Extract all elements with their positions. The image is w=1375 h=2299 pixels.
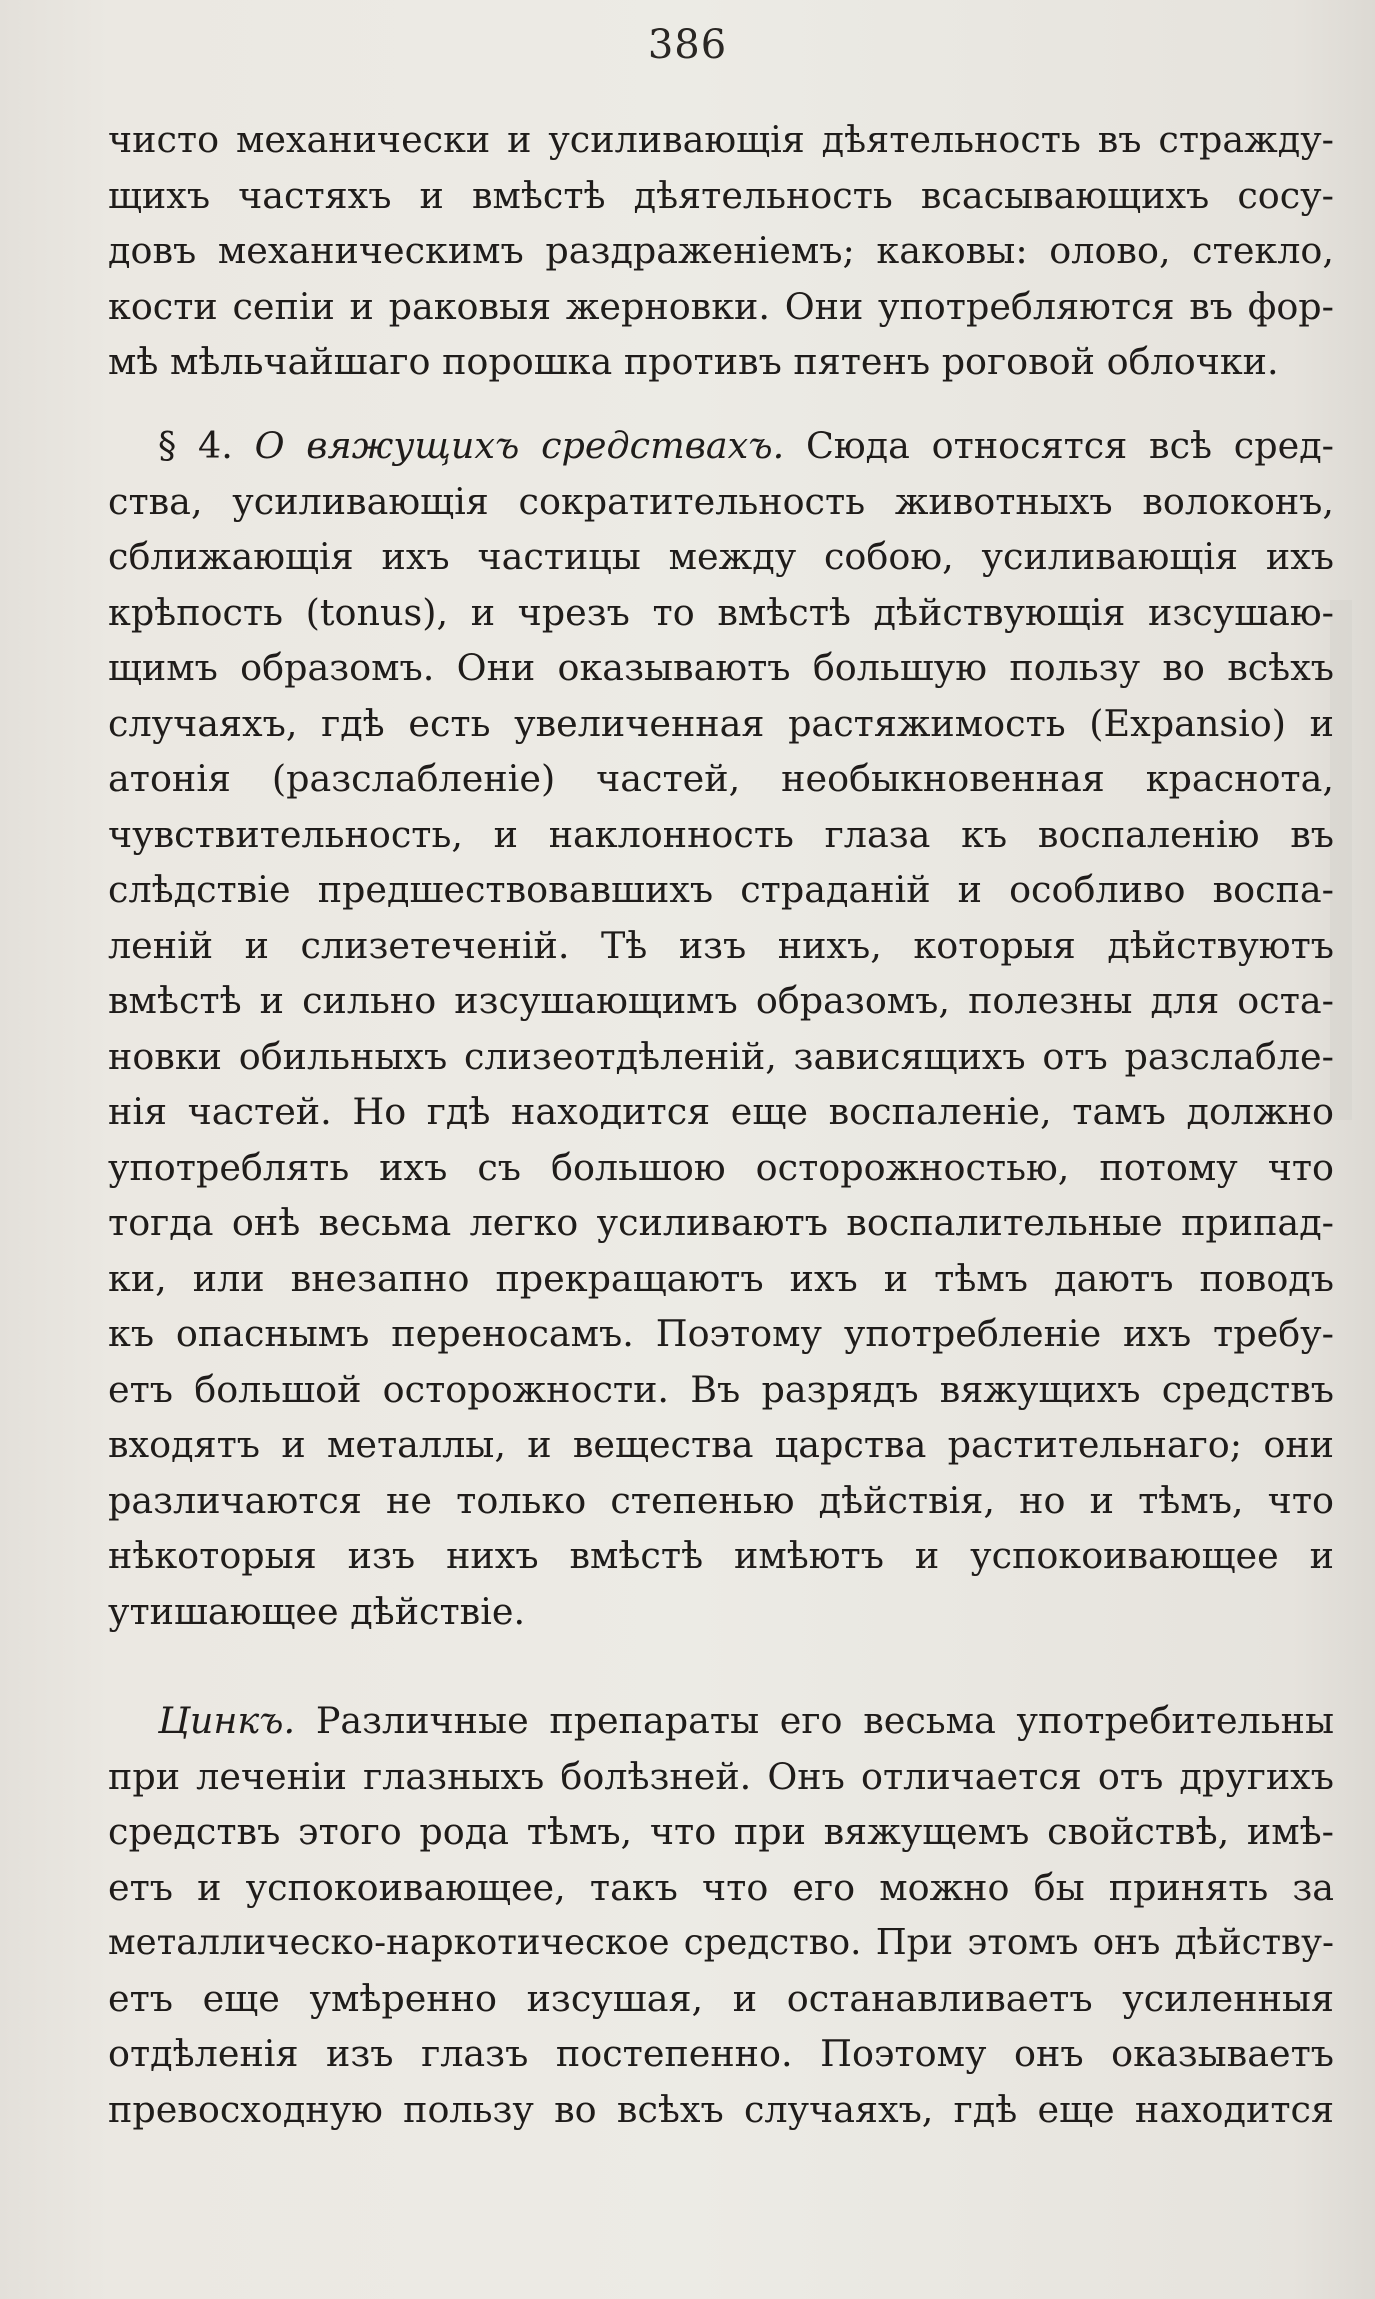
- text-line: кости сепіи и раковыя жерновки. Они употребляются въ фор-: [108, 284, 1334, 328]
- term-heading-line: [108, 1693, 1334, 1749]
- section-title: О вяжущихъ средствахъ.: [254, 424, 785, 467]
- text-line: металлическо-наркотическое средство. При этомъ онъ дѣйству-: [108, 1922, 1334, 1963]
- text-line: мѣ мѣльчайшаго порошка противъ пятенъ роговой облочки.: [108, 340, 1279, 383]
- text-line: тогда онѣ весьма легко усиливаютъ воспалительные припад-: [108, 1201, 1334, 1244]
- text-line: нія частей. Но гдѣ находится еще воспаленіе, тамъ должно: [108, 1090, 1334, 1133]
- text-line: къ опаснымъ переносамъ. Поэтому употребленіе ихъ требу-: [108, 1312, 1334, 1355]
- text-line: крѣпость (tonus), и чрезъ то вмѣстѣ дѣйствующія изсушаю-: [108, 590, 1334, 634]
- text-line: нѣкоторыя изъ нихъ вмѣстѣ имѣютъ и успокоивающее и: [108, 1534, 1334, 1577]
- text-line: случаяхъ, гдѣ есть увеличенная растяжимость (Expansio) и: [108, 701, 1334, 745]
- text-line: довъ механическимъ раздраженіемъ; каковы: олово, стекло,: [108, 229, 1334, 272]
- text-line: чисто механически и усиливающія дѣятельность въ стражду-: [108, 118, 1334, 161]
- text-line: ки, или внезапно прекращаютъ ихъ и тѣмъ даютъ поводъ: [108, 1256, 1334, 1300]
- paragraph-1: [108, 112, 1334, 390]
- text-line: отдѣленія изъ глазъ постепенно. Поэтому онъ оказываетъ: [108, 2032, 1334, 2075]
- text-line: етъ еще умѣренно изсушая, и останавливаетъ усиленныя: [108, 1976, 1334, 2020]
- section-number: § 4.: [158, 424, 233, 467]
- text-line: при леченіи глазныхъ болѣзней. Онъ отличается отъ другихъ: [108, 1754, 1334, 1798]
- paragraph-2: [108, 418, 1334, 1639]
- text-line: различаются не только степенью дѣйствія, но и тѣмъ, что: [108, 1478, 1334, 1522]
- term-title: Цинкъ.: [158, 1699, 296, 1742]
- text-line: сближающія ихъ частицы между собою, усиливающія ихъ: [108, 535, 1334, 578]
- text-line: етъ большой осторожности. Въ разрядъ вяжущихъ средствъ: [108, 1367, 1334, 1411]
- text-line: употреблять ихъ съ большою осторожностью, потому что: [108, 1145, 1334, 1189]
- paragraph-3: [108, 1693, 1334, 2137]
- text-line: етъ и успокоивающее, такъ что его можно бы принять за: [108, 1865, 1334, 1909]
- text-line: входятъ и металлы, и вещества царства растительнаго; они: [108, 1423, 1334, 1466]
- text-line: новки обильныхъ слизеотдѣленій, зависящихъ отъ разслабле-: [108, 1034, 1334, 1078]
- text-line: утишающее дѣйствіе.: [108, 1589, 526, 1633]
- text-line: средствъ этого рода тѣмъ, что при вяжущемъ свойствѣ, имѣ-: [108, 1810, 1334, 1853]
- text-line: леній и слизетеченій. Тѣ изъ нихъ, которыя дѣйствуютъ: [108, 923, 1334, 967]
- text-line-rest: Различные препараты его весьма употребительны: [315, 1699, 1334, 1742]
- text-line: атонія (разслабленіе) частей, необыкновенная краснота,: [108, 757, 1334, 800]
- section-heading-line: [108, 418, 1334, 474]
- text-line: вмѣстѣ и сильно изсушающимъ образомъ, полезны для оста-: [108, 979, 1334, 1022]
- text-line-rest: Сюда относятся всѣ сред-: [805, 424, 1334, 467]
- text-line: чувствительность, и наклонность глаза къ воспаленію въ: [108, 812, 1334, 856]
- page-number: 386: [647, 22, 728, 68]
- text-line: ства, усиливающія сократительность животныхъ волоконъ,: [108, 479, 1334, 523]
- text-line: щихъ частяхъ и вмѣстѣ дѣятельность всасывающихъ сосу-: [108, 173, 1334, 217]
- text-line: слѣдствіе предшествовавшихъ страданій и особливо воспа-: [108, 868, 1334, 911]
- text-line: превосходную пользу во всѣхъ случаяхъ, гдѣ еще находится: [108, 2087, 1334, 2131]
- text-line: щимъ образомъ. Они оказываютъ большую пользу во всѣхъ: [108, 646, 1334, 689]
